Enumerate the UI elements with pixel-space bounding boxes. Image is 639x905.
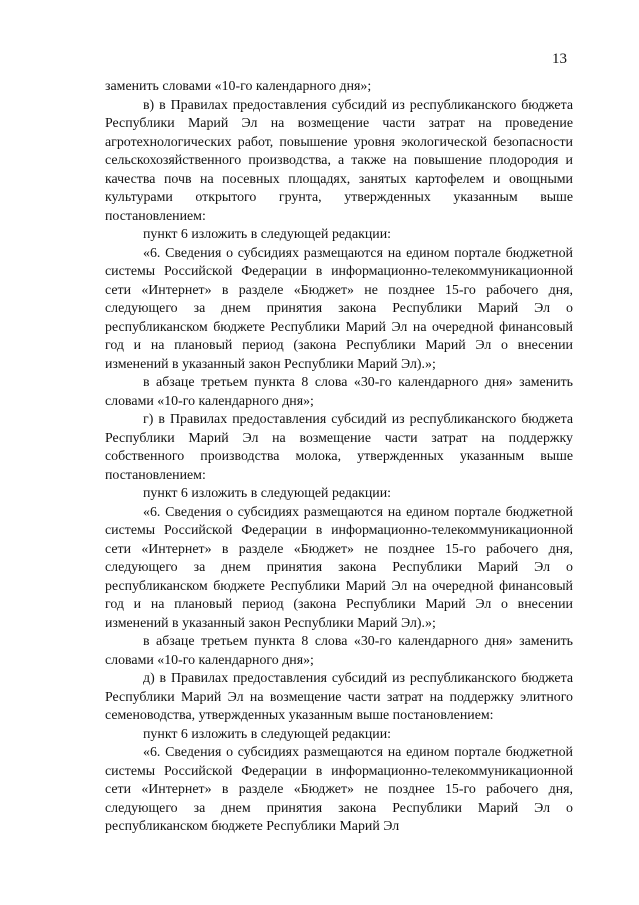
paragraph-point-8-amendment: в абзаце третьем пункта 8 слова «30-го календарного дня» заменить словами «10-го календарного дня»; bbox=[105, 375, 573, 409]
paragraph-point-6-intro: пункт 6 изложить в следующей редакции: bbox=[143, 227, 392, 242]
paragraph-item-d: д) в Правилах предоставления субсидий из республиканского бюджета Республики Марий Эл на возмещение части затрат на поддержку элитного семеноводства, утвержденных указанным выше постановлением: bbox=[105, 671, 573, 723]
paragraph-point-6-intro: пункт 6 изложить в следующей редакции: bbox=[143, 486, 392, 501]
paragraph-point-6-intro: пункт 6 изложить в следующей редакции: bbox=[143, 726, 392, 742]
paragraph-point-8-amendment: в абзаце третьем пункта 8 слова «30-го календарного дня» заменить словами «10-го календарного дня»; bbox=[105, 634, 573, 668]
page-number: 13 bbox=[552, 51, 567, 67]
paragraph-point-6-text: «6. Сведения о субсидиях размещаются на едином портале бюджетной системы Российской Федерации в информационно-телекоммуникационной сети «Интернет» в разделе «Бюджет» не позднее 15-го рабочего дня, следующего за днем принятия закона Республики Марий Эл о республиканском бюджете Республики Марий Эл bbox=[105, 745, 573, 834]
document-body bbox=[105, 78, 573, 837]
paragraph-point-6-text: «6. Сведения о субсидиях размещаются на едином портале бюджетной системы Российской Федерации в информационно-телекоммуникационной сети «Интернет» в разделе «Бюджет» не позднее 15-го рабочего дня, следующего за днем принятия закона Республики Марий Эл о республиканском бюджете Республики Марий Эл на очередной финансовый год и на плановый период (закона Республики Марий Эл о внесении изменений в указанный закон Республики Марий Эл).»; bbox=[105, 245, 573, 372]
paragraph-item-g: г) в Правилах предоставления субсидий из республиканского бюджета Республики Марий Эл на возмещение части затрат на поддержку собственного производства молока, утвержденных указанным выше постановлением: bbox=[105, 412, 573, 483]
paragraph-item-v: в) в Правилах предоставления субсидий из республиканского бюджета Республики Марий Эл на возмещение части затрат на проведение агротехнологических работ, повышение уровня экологической безопасности сельскохозяйственного производства, а также на повышение плодородия и качества почв на посевных площадях, занятых картофелем и овощными культурами открытого грунта, утвержденных указанным выше постановлением: bbox=[105, 97, 573, 224]
paragraph-continuation: заменить словами «10-го календарного дня»; bbox=[105, 79, 372, 94]
paragraph-point-6-text: «6. Сведения о субсидиях размещаются на едином портале бюджетной системы Российской Федерации в информационно-телекоммуникационной сети «Интернет» в разделе «Бюджет» не позднее 15-го рабочего дня, следующего за днем принятия закона Республики Марий Эл о республиканском бюджете Республики Марий Эл на очередной финансовый год и на плановый период (закона Республики Марий Эл о внесении изменений в указанный закон Республики Марий Эл).»; bbox=[105, 504, 573, 631]
